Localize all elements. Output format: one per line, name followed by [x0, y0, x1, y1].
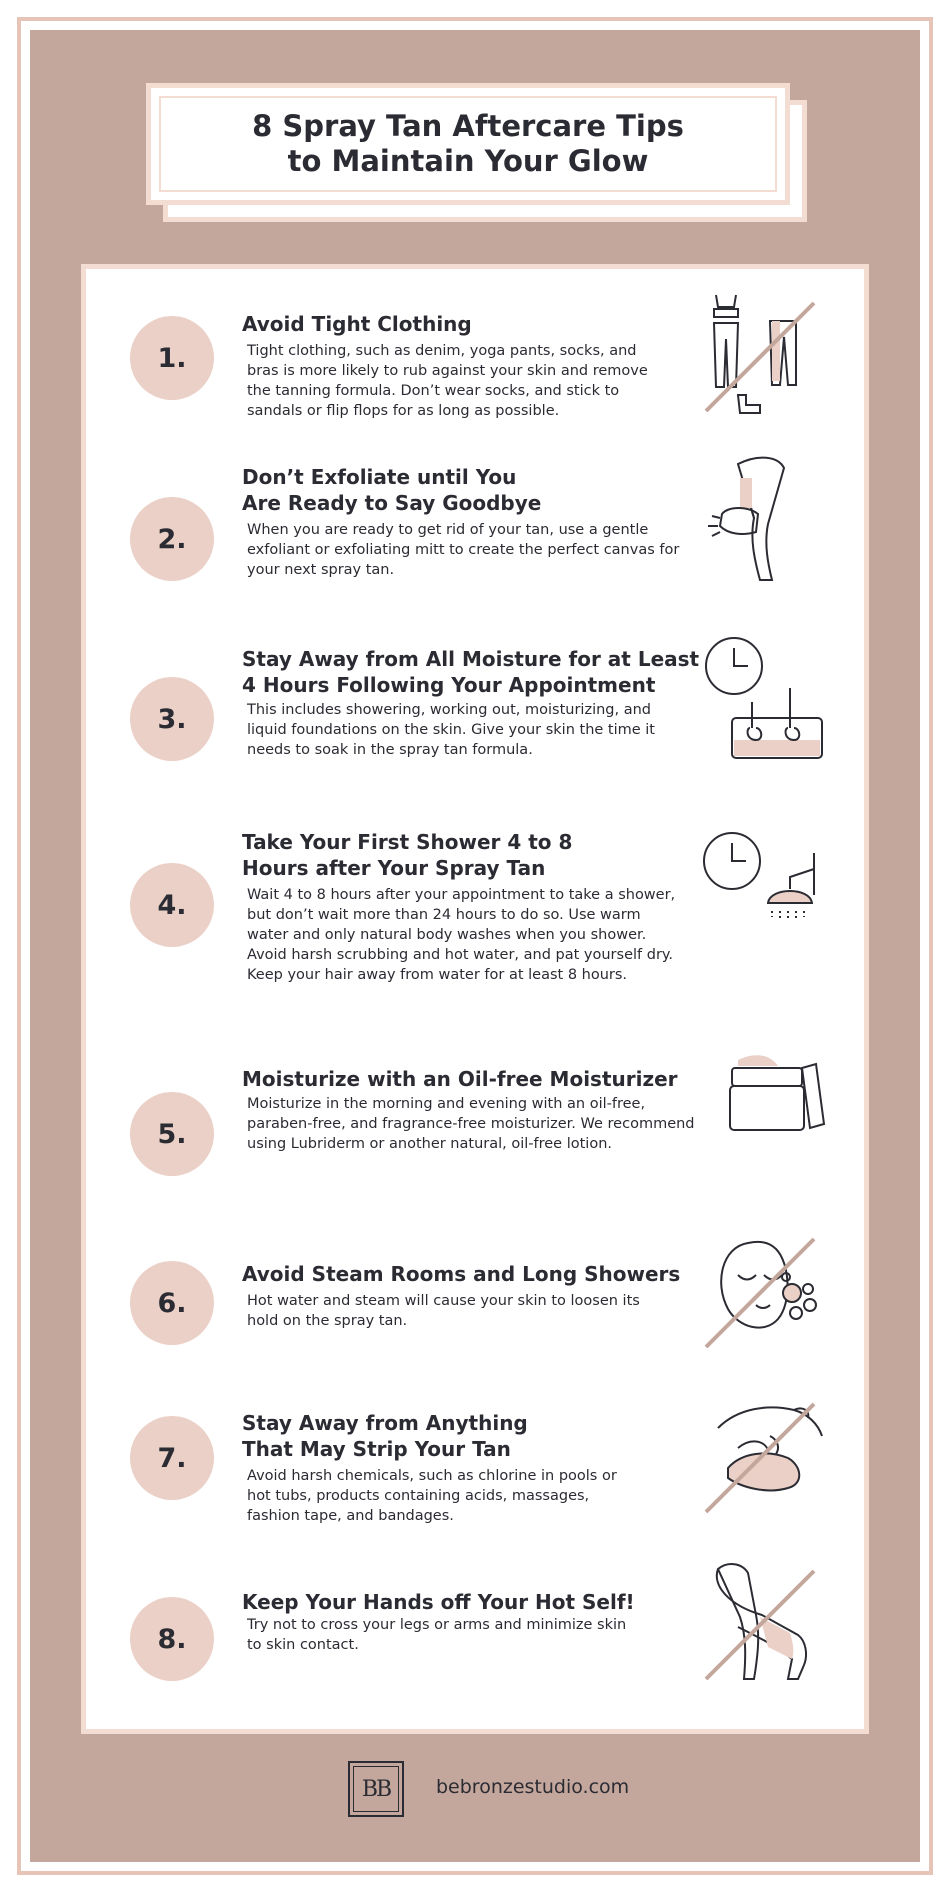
tip-body: This includes showering, working out, moisturizing, and liquid foundations on the skin. Give your skin the time it needs to soak in the spray tan formula. — [247, 702, 655, 758]
face-steam-crossed-icon — [698, 1223, 828, 1353]
tip-title: Keep Your Hands off Your Hot Self! — [242, 1590, 635, 1614]
tip-number: 4. — [130, 863, 214, 947]
tip-title: Avoid Steam Rooms and Long Showers — [242, 1262, 681, 1286]
tip-title: Stay Away from All Moisture for at Least 4 Hours Following Your Appointment — [242, 647, 700, 697]
tip-title: Avoid Tight Clothing — [242, 312, 472, 336]
tip-title: Take Your First Shower 4 to 8 Hours after Your Spray Tan — [242, 830, 573, 880]
tip-body: Tight clothing, such as denim, yoga pants, socks, and bras is more likely to rub against your skin and remove the tanning formula. Don’t wear socks, and stick to sandals or flip flops for as long as possible. — [247, 343, 648, 419]
tip-number: 6. — [130, 1261, 214, 1345]
tip-number: 8. — [130, 1597, 214, 1681]
tips-panel — [81, 264, 869, 1734]
tip-body: Hot water and steam will cause your skin to loosen its hold on the spray tan. — [247, 1293, 640, 1329]
massage-crossed-icon — [698, 1388, 828, 1518]
leg-exfoliating-icon — [698, 454, 828, 584]
page-title: 8 Spray Tan Aftercare Tips to Maintain Your Glow — [252, 109, 684, 178]
tip-number: 5. — [130, 1092, 214, 1176]
tip-number: 7. — [130, 1416, 214, 1500]
tip-body: When you are ready to get rid of your tan, use a gentle exfoliant or exfoliating mitt to create the perfect canvas for your next spray tan. — [247, 522, 680, 578]
clothing-crossed-icon — [698, 287, 828, 417]
clock-shower-icon — [698, 829, 828, 959]
title-box — [146, 83, 790, 205]
brand-logo — [348, 1761, 404, 1817]
tip-number: 2. — [130, 497, 214, 581]
brand-logo-letters: BB — [361, 1776, 391, 1802]
moisturizer-jar-icon — [698, 1044, 828, 1174]
clock-skin-icon — [698, 632, 828, 762]
tip-title: Stay Away from Anything That May Strip Your Tan — [242, 1411, 528, 1461]
tip-number: 3. — [130, 677, 214, 761]
tip-title: Moisturize with an Oil-free Moisturizer — [242, 1067, 678, 1091]
crossed-legs-crossed-icon — [698, 1555, 828, 1685]
tip-body: Moisturize in the morning and evening with an oil-free, paraben-free, and fragrance-free moisturizer. We recommend using Lubriderm or another natural, oil-free lotion. — [247, 1096, 695, 1152]
website-link[interactable]: bebronzestudio.com — [436, 1776, 630, 1798]
tip-body: Wait 4 to 8 hours after your appointment to take a shower, but don’t wait more than 24 hours to do so. Use warm water and only natural body washes when you shower. Avoid harsh scrubbing and hot water, and pat yourself dry. Keep your hair away from water for at least 8 hours. — [247, 887, 676, 983]
tip-body: Try not to cross your legs or arms and minimize skin to skin contact. — [247, 1617, 627, 1653]
tip-number: 1. — [130, 316, 214, 400]
tip-title: Don’t Exfoliate until You Are Ready to Say Goodbye — [242, 465, 542, 515]
tip-body: Avoid harsh chemicals, such as chlorine in pools or hot tubs, products containing acids, massages, fashion tape, and bandages. — [247, 1468, 617, 1524]
